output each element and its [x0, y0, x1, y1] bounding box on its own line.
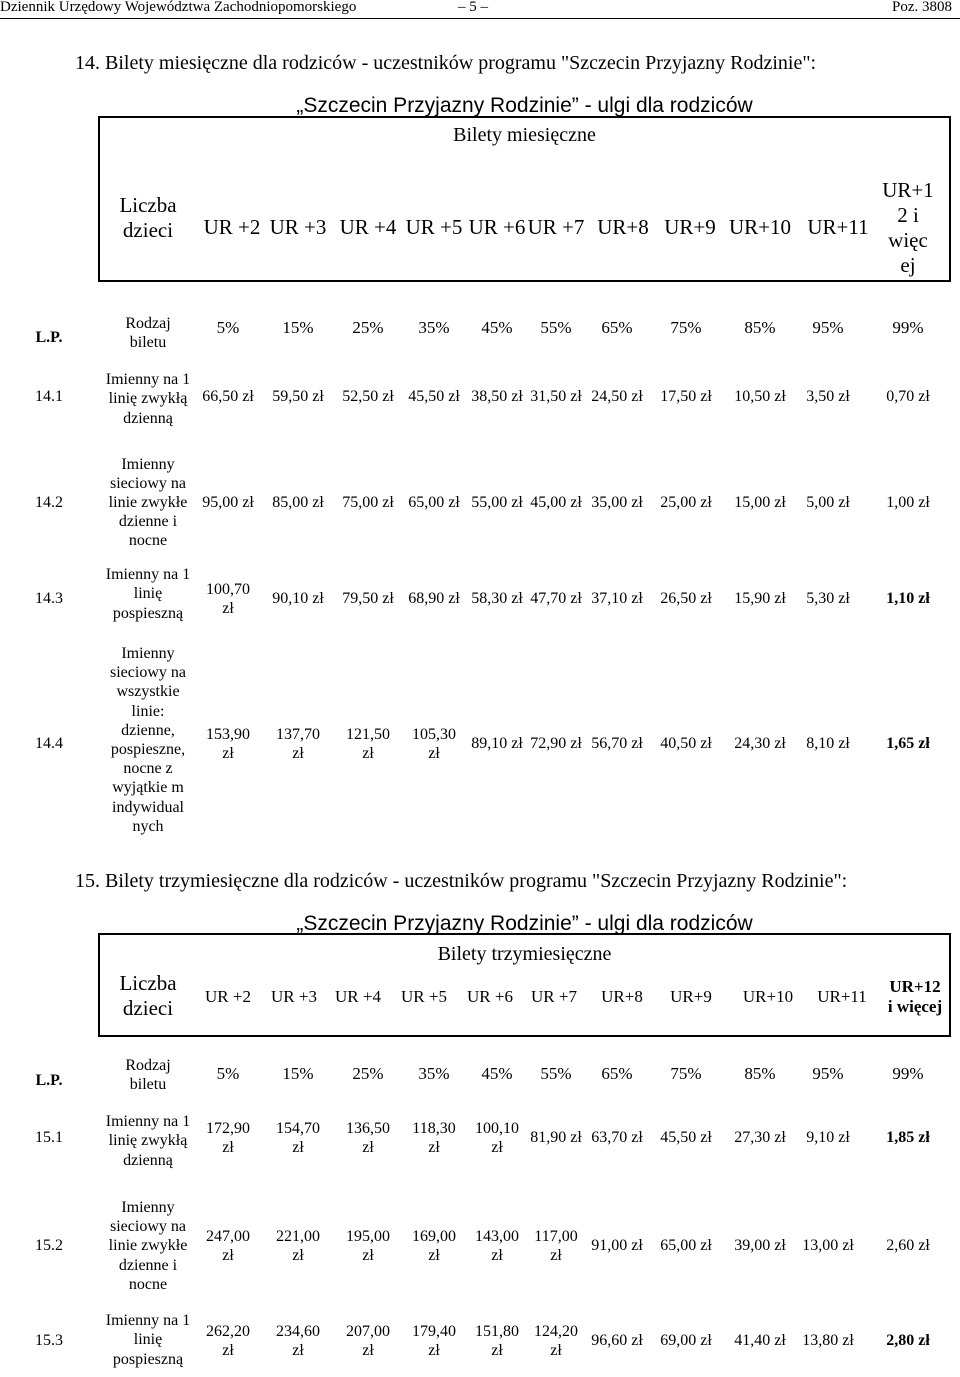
- price-cell: 143,00 zł: [475, 1227, 519, 1264]
- journal-title: Dziennik Urzędowy Województwa Zachodniopomorskiego: [0, 0, 357, 15]
- column-header-ur-5: UR +5: [401, 986, 447, 1006]
- price-cell: 221,00 zł: [276, 1227, 320, 1264]
- price-cell: 154,70 zł: [276, 1119, 320, 1156]
- column-header-ur-6: UR +6: [468, 215, 526, 240]
- section-14-subtitle: Bilety miesięczne: [453, 124, 596, 146]
- price-cell: 52,50 zł: [342, 388, 394, 406]
- row-lp: 14.3: [35, 590, 63, 608]
- header-rule: [0, 18, 960, 19]
- price-cell: 1,10 zł: [886, 590, 930, 608]
- price-cell: 68,90 zł: [408, 590, 460, 608]
- liczba-dzieci-label: Liczba dzieci: [119, 970, 177, 1020]
- section-15-brand: „Szczecin Przyjazny Rodzinie” - ulgi dla rodziców: [296, 912, 753, 935]
- discount-percent: 99%: [892, 1063, 924, 1083]
- ticket-type: Imienny na 1 linię zwykłą dzienną: [105, 1113, 191, 1169]
- discount-percent: 45%: [481, 317, 513, 337]
- price-cell: 2,80 zł: [886, 1332, 930, 1350]
- price-cell: 63,70 zł: [591, 1129, 643, 1147]
- discount-percent: 15%: [282, 1063, 314, 1083]
- column-header-ur-6: UR +6: [467, 986, 513, 1006]
- column-header-ur-3: UR +3: [269, 215, 327, 240]
- price-cell: 117,00 zł: [534, 1227, 578, 1264]
- column-header-ur-5: UR +5: [405, 215, 463, 240]
- price-cell: 38,50 zł: [471, 388, 523, 406]
- price-cell: 8,10 zł: [806, 735, 850, 753]
- discount-percent: 55%: [540, 317, 572, 337]
- ticket-type: Imienny na 1 linię zwykłą dzienną: [105, 371, 191, 427]
- price-cell: 45,00 zł: [530, 494, 582, 512]
- price-cell: 37,10 zł: [591, 590, 643, 608]
- page-number: – 5 –: [458, 0, 488, 15]
- section-14-brand: „Szczecin Przyjazny Rodzinie” - ulgi dla rodziców: [296, 94, 753, 117]
- price-cell: 207,00 zł: [346, 1322, 390, 1359]
- column-header-ur-10: UR+10: [742, 986, 794, 1006]
- row-lp: 14.1: [35, 388, 63, 406]
- price-cell: 195,00 zł: [346, 1227, 390, 1264]
- price-cell: 5,00 zł: [806, 494, 850, 512]
- price-cell: 5,30 zł: [806, 590, 850, 608]
- price-cell: 9,10 zł: [806, 1129, 850, 1147]
- price-cell: 136,50 zł: [346, 1119, 390, 1156]
- column-header-ur-7: UR +7: [527, 215, 585, 240]
- price-cell: 56,70 zł: [591, 735, 643, 753]
- price-cell: 90,10 zł: [272, 590, 324, 608]
- discount-percent: 65%: [601, 1063, 633, 1083]
- position-number: Poz. 3808: [892, 0, 952, 15]
- price-cell: 95,00 zł: [202, 494, 254, 512]
- price-cell: 153,90 zł: [206, 725, 250, 762]
- discount-percent: 35%: [418, 317, 450, 337]
- price-cell: 59,50 zł: [272, 388, 324, 406]
- discount-percent: 15%: [282, 317, 314, 337]
- ticket-type: Imienny na 1 linię pospieszną: [105, 1312, 191, 1368]
- price-cell: 24,30 zł: [734, 735, 786, 753]
- ticket-type: Imienny sieciowy na wszystkie linie: dzienne, pospieszne, nocne z wyjątkie m indywidual nych: [110, 645, 186, 835]
- ticket-type: Imienny na 1 linię pospieszną: [105, 566, 191, 622]
- price-cell: 96,60 zł: [591, 1332, 643, 1350]
- price-cell: 31,50 zł: [530, 388, 582, 406]
- price-cell: 89,10 zł: [471, 735, 523, 753]
- section-14-title: 14. Bilety miesięczne dla rodziców - uczestników programu "Szczecin Przyjazny Rodzinie":: [75, 52, 817, 74]
- ticket-type: Imienny sieciowy na linie zwykłe dzienne i nocne: [108, 1199, 188, 1293]
- discount-percent: 95%: [812, 317, 844, 337]
- price-cell: 47,70 zł: [530, 590, 582, 608]
- price-cell: 0,70 zł: [886, 388, 930, 406]
- row-lp: 15.2: [35, 1237, 63, 1255]
- rodzaj-biletu-header: Rodzaj biletu: [125, 314, 171, 351]
- column-header-ur-2: UR +2: [203, 215, 261, 240]
- price-cell: 35,00 zł: [591, 494, 643, 512]
- column-header-ur-12: UR+12 i więcej: [887, 976, 943, 1016]
- discount-percent: 65%: [601, 317, 633, 337]
- column-header-ur-8: UR+8: [601, 986, 643, 1006]
- price-cell: 118,30 zł: [412, 1119, 456, 1156]
- price-cell: 58,30 zł: [471, 590, 523, 608]
- liczba-dzieci-label: Liczba dzieci: [119, 192, 177, 242]
- ticket-type: Imienny sieciowy na linie zwykłe dzienne i nocne: [108, 455, 188, 550]
- price-cell: 15,00 zł: [734, 494, 786, 512]
- column-header-ur-3: UR +3: [271, 986, 317, 1006]
- price-cell: 39,00 zł: [734, 1237, 786, 1255]
- row-lp: 15.1: [35, 1129, 63, 1147]
- price-cell: 100,70 zł: [206, 580, 250, 617]
- discount-percent: 45%: [481, 1063, 513, 1083]
- column-header-ur-4: UR +4: [339, 215, 397, 240]
- price-cell: 1,65 zł: [886, 735, 930, 753]
- price-cell: 137,70 zł: [276, 725, 320, 762]
- price-cell: 121,50 zł: [346, 725, 390, 762]
- price-cell: 15,90 zł: [734, 590, 786, 608]
- price-cell: 2,60 zł: [886, 1237, 930, 1255]
- discount-percent: 5%: [216, 317, 240, 337]
- price-cell: 169,00 zł: [412, 1227, 456, 1264]
- price-cell: 151,80 zł: [475, 1322, 519, 1359]
- price-cell: 247,00 zł: [206, 1227, 250, 1264]
- price-cell: 66,50 zł: [202, 388, 254, 406]
- price-cell: 69,00 zł: [660, 1332, 712, 1350]
- price-cell: 72,90 zł: [530, 735, 582, 753]
- price-cell: 65,00 zł: [660, 1237, 712, 1255]
- price-cell: 179,40 zł: [412, 1322, 456, 1359]
- row-lp: 14.4: [35, 735, 63, 753]
- price-cell: 81,90 zł: [530, 1129, 582, 1147]
- column-header-ur-8: UR+8: [597, 215, 649, 240]
- price-cell: 45,50 zł: [408, 388, 460, 406]
- lp-header: L.P.: [35, 1072, 63, 1090]
- discount-percent: 5%: [216, 1063, 240, 1083]
- discount-percent: 85%: [744, 317, 776, 337]
- column-header-ur-9: UR+9: [670, 986, 712, 1006]
- price-cell: 105,30 zł: [412, 725, 456, 762]
- price-cell: 17,50 zł: [660, 388, 712, 406]
- price-cell: 13,00 zł: [802, 1237, 854, 1255]
- section-14-header-box: [98, 94, 951, 282]
- page-header: [0, 0, 960, 18]
- price-cell: 13,80 zł: [802, 1332, 854, 1350]
- price-cell: 124,20 zł: [534, 1322, 578, 1359]
- discount-percent: 55%: [540, 1063, 572, 1083]
- column-header-ur-7: UR +7: [531, 986, 577, 1006]
- discount-percent: 75%: [670, 1063, 702, 1083]
- price-cell: 26,50 zł: [660, 590, 712, 608]
- price-cell: 40,50 zł: [660, 735, 712, 753]
- discount-percent: 85%: [744, 1063, 776, 1083]
- section-15-subtitle: Bilety trzymiesięczne: [437, 943, 612, 965]
- price-cell: 1,00 zł: [886, 494, 930, 512]
- price-cell: 234,60 zł: [276, 1322, 320, 1359]
- price-cell: 41,40 zł: [734, 1332, 786, 1350]
- discount-percent: 25%: [352, 1063, 384, 1083]
- column-header-ur-4: UR +4: [335, 986, 381, 1006]
- price-cell: 100,10 zł: [475, 1119, 519, 1156]
- price-cell: 172,90 zł: [206, 1119, 250, 1156]
- discount-percent: 75%: [670, 317, 702, 337]
- price-cell: 85,00 zł: [272, 494, 324, 512]
- price-cell: 91,00 zł: [591, 1237, 643, 1255]
- price-cell: 45,50 zł: [660, 1129, 712, 1147]
- section-15-title: 15. Bilety trzymiesięczne dla rodziców - uczestników programu "Szczecin Przyjazny Rodzinie":: [75, 870, 848, 892]
- price-cell: 25,00 zł: [660, 494, 712, 512]
- price-cell: 10,50 zł: [734, 388, 786, 406]
- price-cell: 27,30 zł: [734, 1129, 786, 1147]
- discount-percent: 35%: [418, 1063, 450, 1083]
- price-cell: 3,50 zł: [806, 388, 850, 406]
- price-cell: 65,00 zł: [408, 494, 460, 512]
- column-header-ur-11: UR+11: [817, 986, 867, 1006]
- row-lp: 14.2: [35, 494, 63, 512]
- column-header-ur-10: UR+10: [729, 215, 792, 240]
- discount-percent: 25%: [352, 317, 384, 337]
- column-header-ur-11: UR+11: [807, 215, 869, 240]
- lp-header: L.P.: [35, 329, 63, 347]
- price-cell: 24,50 zł: [591, 388, 643, 406]
- discount-percent: 99%: [892, 317, 924, 337]
- column-header-ur-9: UR+9: [664, 215, 716, 240]
- price-cell: 262,20 zł: [206, 1322, 250, 1359]
- column-header-ur-2: UR +2: [205, 986, 251, 1006]
- row-lp: 15.3: [35, 1332, 63, 1350]
- column-header-ur-12: UR+1 2 i więc ej: [882, 177, 934, 278]
- rodzaj-biletu-header: Rodzaj biletu: [125, 1056, 171, 1093]
- discount-percent: 95%: [812, 1063, 844, 1083]
- price-cell: 55,00 zł: [471, 494, 523, 512]
- price-cell: 1,85 zł: [886, 1129, 930, 1147]
- price-cell: 75,00 zł: [342, 494, 394, 512]
- price-cell: 79,50 zł: [342, 590, 394, 608]
